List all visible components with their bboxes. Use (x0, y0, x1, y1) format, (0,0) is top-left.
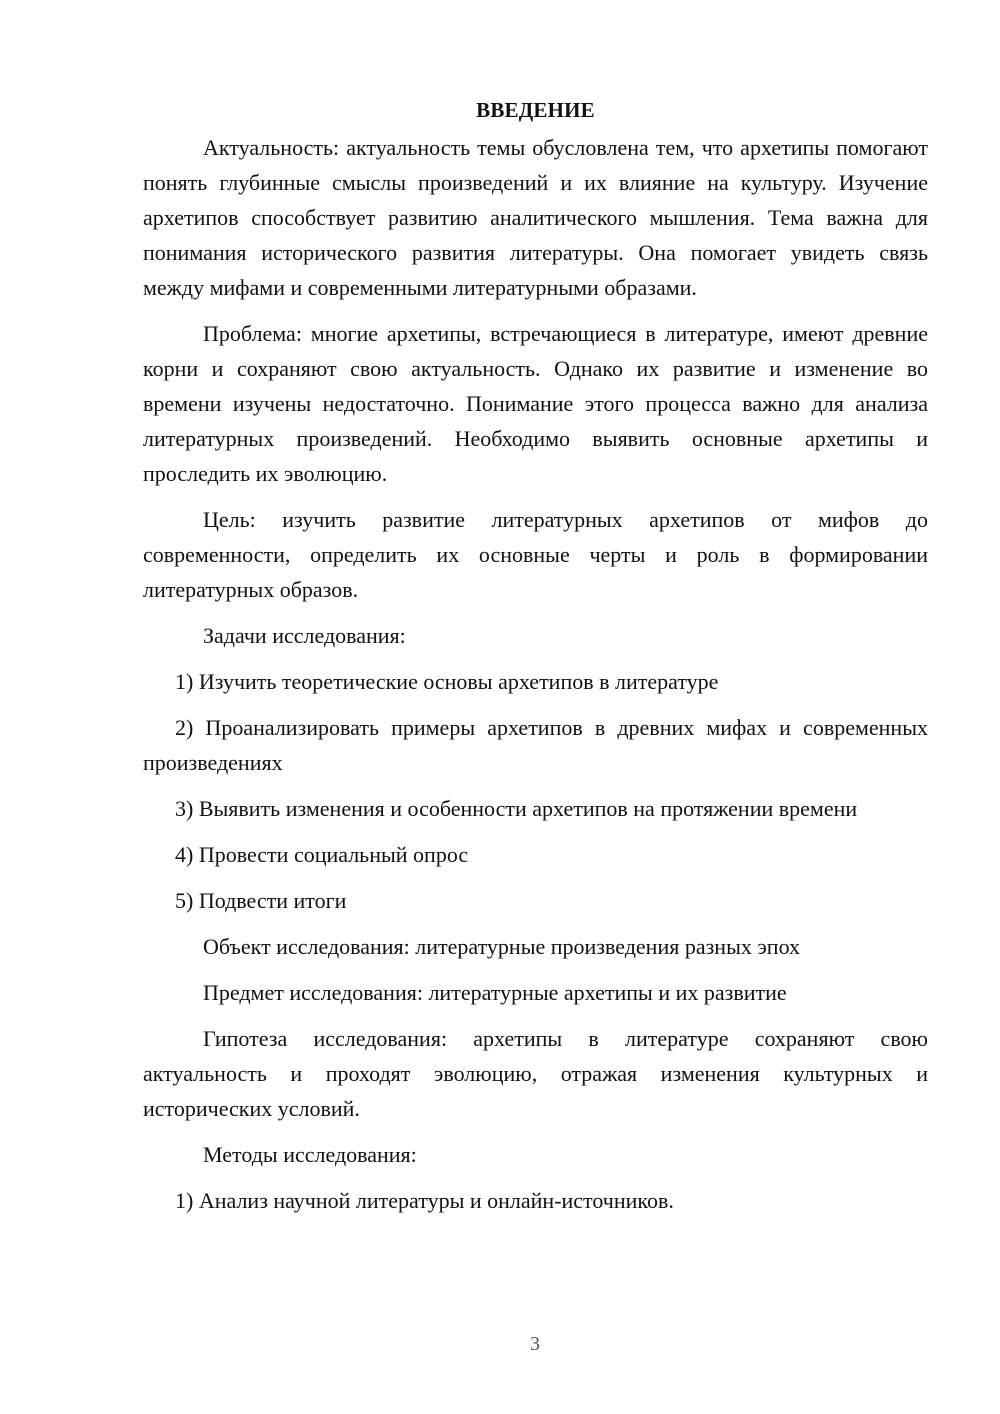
task-item: 2) Проанализировать примеры архетипов в древних мифах и современных произведениях (143, 715, 928, 775)
section-heading: ВВЕДЕНИЕ (476, 98, 595, 122)
goal-paragraph: Цель: изучить развитие литературных архетипов от мифов до современности, определить их основные черты и роль в формировании литературных образов. (143, 507, 928, 602)
hypothesis-paragraph: Гипотеза исследования: архетипы в литературе сохраняют свою актуальность и проходят эволюцию, отражая изменения культурных и исторических условий. (143, 1026, 928, 1121)
research-subject: Предмет исследования: литературные архетипы и их развитие (203, 980, 787, 1005)
page-body (143, 96, 928, 1218)
task-item: 3) Выявить изменения и особенности архетипов на протяжении времени (175, 796, 858, 821)
relevance-paragraph: Актуальность: актуальность темы обусловлена тем, что архетипы помогают понять глубинные смыслы произведений и их влияние на культуру. Изучение архетипов способствует развитию аналитического мышления. Тема важна для понимания исторического развития литературы. Она помогает увидеть связь между мифами и современными литературными образами. (143, 135, 928, 300)
method-item: 1) Анализ научной литературы и онлайн-источников. (175, 1188, 674, 1213)
task-item: 5) Подвести итоги (175, 888, 347, 913)
research-object: Объект исследования: литературные произведения разных эпох (203, 934, 801, 959)
methods-heading: Методы исследования: (203, 1142, 417, 1167)
task-item: 1) Изучить теоретические основы архетипов в литературе (175, 669, 719, 694)
page-number: 3 (530, 1333, 540, 1355)
problem-paragraph: Проблема: многие архетипы, встречающиеся в литературе, имеют древние корни и сохраняют свою актуальность. Однако их развитие и изменение во времени изучены недостаточно. Понимание этого процесса важно для анализа литературных произведений. Необходимо выявить основные архетипы и проследить их эволюцию. (143, 321, 928, 486)
tasks-heading: Задачи исследования: (203, 623, 406, 648)
task-item: 4) Провести социальный опрос (175, 842, 469, 867)
